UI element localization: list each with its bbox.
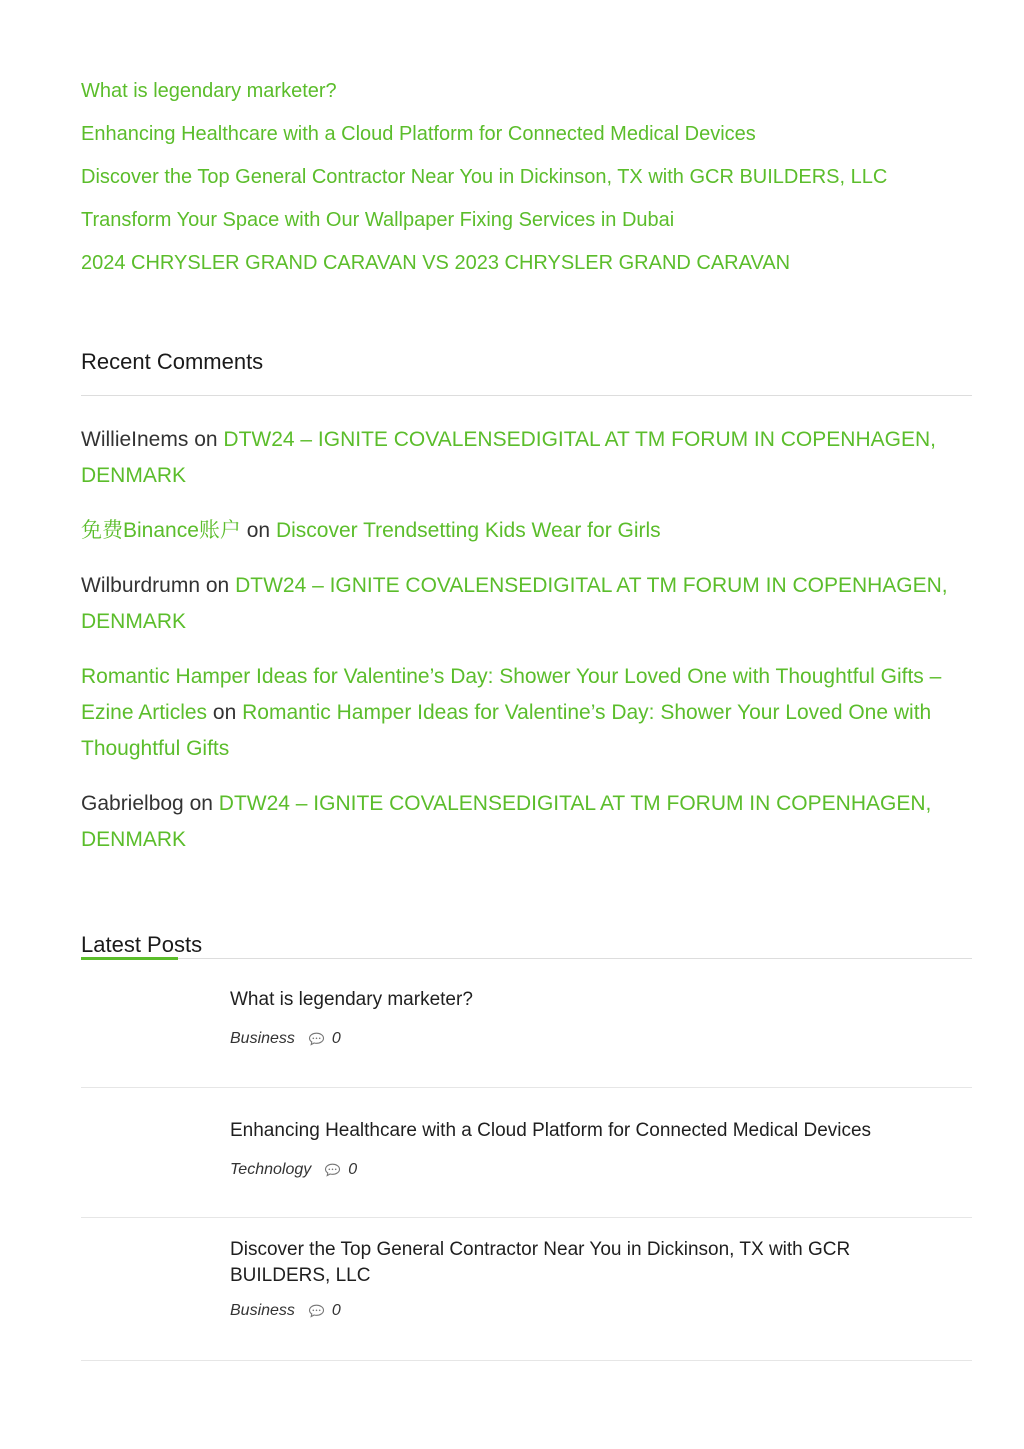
comment-on-word: on — [194, 428, 218, 451]
recent-posts-list — [81, 0, 972, 285]
comment-post-link[interactable]: DTW24 – IGNITE COVALENSEDIGITAL AT TM FORUM IN COPENHAGEN, DENMARK — [81, 574, 948, 633]
latest-posts-list — [81, 959, 972, 1361]
comment-author-link[interactable]: Romantic Hamper Ideas for Valentine’s Day: Shower Your Loved One with Thoughtful Gifts – Ezine Articles — [81, 665, 942, 724]
comment-author: Gabrielbog — [81, 792, 184, 815]
latest-post-item — [81, 1088, 972, 1218]
comment-author: Wilburdrumn — [81, 574, 201, 597]
comment-item — [81, 568, 972, 640]
comment-count: 0 — [348, 1161, 358, 1178]
recent-post-link[interactable]: Enhancing Healthcare with a Cloud Platform for Connected Medical Devices — [81, 123, 756, 145]
post-thumbnail[interactable] — [81, 983, 201, 1063]
comment-post-link[interactable]: Discover Trendsetting Kids Wear for Girls — [275, 519, 661, 542]
post-category-link[interactable]: Business — [230, 1030, 295, 1047]
recent-post-link[interactable]: What is legendary marketer? — [81, 80, 337, 102]
comment-on-word: on — [189, 792, 213, 815]
recent-post-link[interactable]: 2024 CHRYSLER GRAND CARAVAN VS 2023 CHRYSLER GRAND CARAVAN — [81, 252, 791, 274]
post-meta — [230, 1299, 972, 1323]
post-title-link[interactable]: What is legendary marketer? — [230, 989, 473, 1010]
comment-on-word: on — [205, 574, 230, 597]
recent-comments-title: Recent Comments — [81, 349, 264, 374]
comment-item — [81, 513, 972, 549]
comment-item — [81, 786, 972, 858]
comment-author-link[interactable]: 免费Binance账户 — [81, 519, 241, 542]
recent-post-link[interactable]: Discover the Top General Contractor Near You in Dickinson, TX with GCR BUILDERS, LLC — [81, 166, 888, 188]
latest-post-item — [81, 1218, 972, 1361]
post-title-link[interactable]: Enhancing Healthcare with a Cloud Platform for Connected Medical Devices — [230, 1120, 872, 1141]
post-meta — [230, 1158, 972, 1182]
comment-post-link[interactable]: DTW24 – IGNITE COVALENSEDIGITAL AT TM FORUM IN COPENHAGEN, DENMARK — [81, 792, 932, 851]
post-thumbnail[interactable] — [81, 1112, 201, 1192]
comment-icon — [308, 1032, 325, 1046]
comment-item — [81, 659, 972, 767]
comment-on-word: on — [212, 701, 237, 724]
post-thumbnail[interactable] — [81, 1242, 201, 1322]
comment-icon — [308, 1304, 325, 1318]
post-category-link[interactable]: Technology — [230, 1161, 312, 1178]
latest-post-item — [81, 959, 972, 1088]
latest-posts-title: Latest Posts — [81, 932, 203, 957]
comment-count: 0 — [331, 1302, 341, 1319]
comment-post-link[interactable]: Romantic Hamper Ideas for Valentine’s Day: Shower Your Loved One with Thoughtful Gifts — [81, 701, 932, 760]
comment-author: WillieInems — [81, 428, 189, 451]
comment-count: 0 — [331, 1030, 341, 1047]
post-category-link[interactable]: Business — [230, 1302, 295, 1319]
comment-on-word: on — [246, 519, 271, 542]
latest-posts-header — [81, 902, 972, 959]
comment-post-link[interactable]: DTW24 – IGNITE COVALENSEDIGITAL AT TM FORUM IN COPENHAGEN, DENMARK — [81, 428, 936, 487]
recent-post-link[interactable]: Transform Your Space with Our Wallpaper Fixing Services in Dubai — [81, 209, 675, 231]
post-meta — [230, 1027, 972, 1051]
comment-item — [81, 422, 972, 494]
recent-comments-header — [81, 345, 972, 396]
comment-icon — [324, 1163, 341, 1177]
recent-comments-list — [81, 396, 972, 858]
post-title-link[interactable]: Discover the Top General Contractor Near You in Dickinson, TX with GCR BUILDERS, LLC — [230, 1239, 851, 1286]
